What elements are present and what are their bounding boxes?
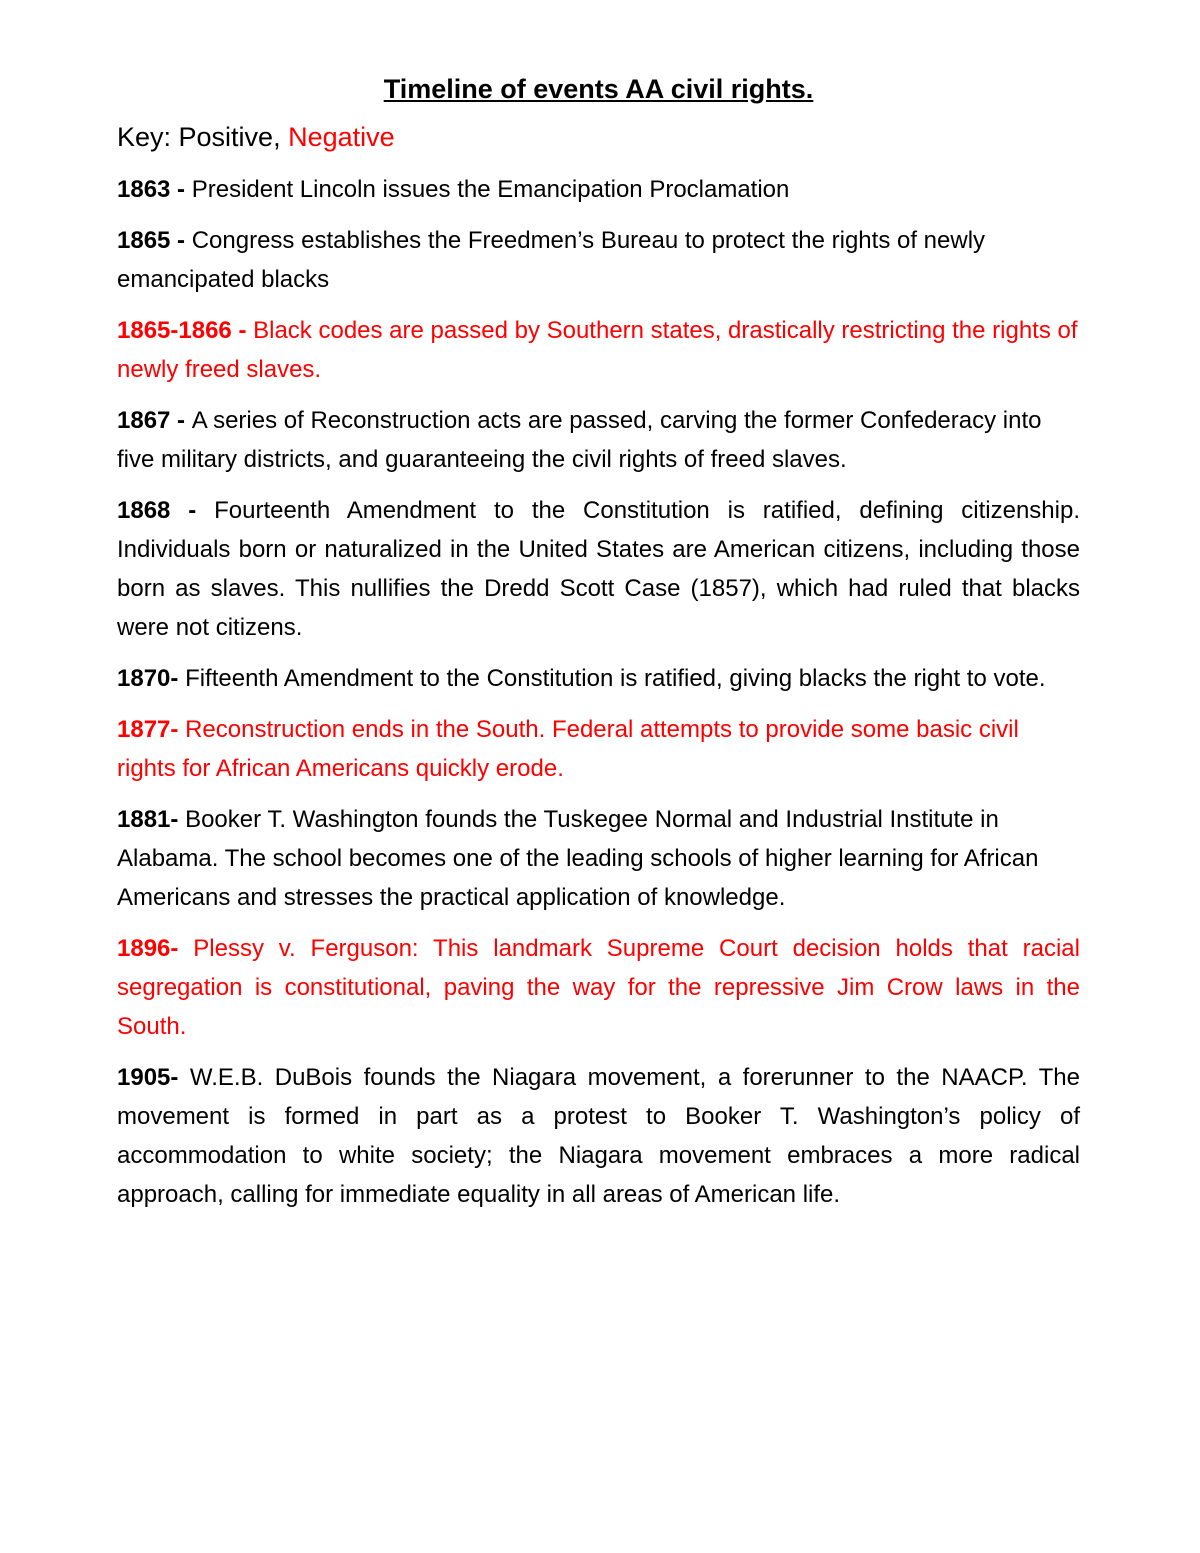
entry-text: Booker T. Washington founds the Tuskegee Normal and Industrial Institute in Alabama. The school becomes one of the leading schools of higher learning for African Americans and stresses the practical application of knowledge.	[117, 806, 1039, 911]
entry-text: Fifteenth Amendment to the Constitution is ratified, giving blacks the right to vote.	[185, 665, 1046, 692]
entry-year: 1877	[117, 716, 171, 743]
entry-text: Reconstruction ends in the South. Federal attempts to provide some basic civil rights for African Americans quickly erode.	[117, 716, 1019, 782]
timeline-entry-1881	[117, 800, 1080, 917]
entry-separator: -	[170, 497, 215, 524]
entry-separator: -	[231, 317, 254, 344]
timeline-entry-1867	[117, 401, 1080, 479]
color-key	[117, 118, 1080, 156]
entry-separator: -	[170, 407, 192, 434]
entry-separator: -	[170, 806, 186, 833]
entry-text: President Lincoln issues the Emancipation Proclamation	[191, 176, 790, 203]
entry-year: 1870	[117, 665, 171, 692]
key-negative: Negative	[288, 122, 395, 152]
timeline-entry-1877	[117, 710, 1080, 788]
entry-year: 1868	[117, 497, 171, 524]
entry-year: 1863	[117, 176, 171, 203]
entry-separator: -	[170, 665, 186, 692]
document-page	[117, 70, 1080, 1226]
timeline-entry-1865	[117, 221, 1080, 299]
document-title: Timeline of events AA civil rights.	[383, 74, 814, 104]
key-label: Key:	[117, 122, 179, 152]
entry-year: 1867	[117, 407, 171, 434]
entry-year: 1881	[117, 806, 171, 833]
entry-text: W.E.B. DuBois founds the Niagara movement, a forerunner to the NAACP. The movement is formed in part as a protest to Booker T. Washington’s policy of accommodation to white society; the Niagara movement embraces a more radical approach, calling for immediate equality in all areas of American life.	[117, 1064, 1080, 1208]
entry-year: 1905	[117, 1064, 171, 1091]
entry-separator: -	[170, 1064, 190, 1091]
timeline-entry-1865-1866	[117, 311, 1080, 389]
timeline-entry-1896	[117, 929, 1080, 1046]
timeline-entry-1905	[117, 1058, 1080, 1214]
key-positive: Positive,	[178, 122, 281, 152]
entry-year: 1865-1866	[117, 317, 232, 344]
timeline-entry-1863	[117, 170, 1080, 209]
entry-text: Plessy v. Ferguson: This landmark Supreme Court decision holds that racial segregation is constitutional, paving the way for the repressive Jim Crow laws in the South.	[117, 935, 1080, 1040]
entry-separator: -	[170, 716, 186, 743]
entry-text: Congress establishes the Freedmen’s Bureau to protect the rights of newly emancipated blacks	[117, 227, 986, 293]
timeline-entry-1868	[117, 491, 1080, 647]
entry-text: Fourteenth Amendment to the Constitution is ratified, defining citizenship. Individuals born or naturalized in the United States are American citizens, including those born as slaves. This nullifies the Dredd Scott Case (1857), which had ruled that blacks were not citizens.	[117, 497, 1081, 641]
entry-text: Black codes are passed by Southern states, drastically restricting the rights of newly freed slaves.	[117, 317, 1078, 383]
entry-year: 1865	[117, 227, 171, 254]
entry-text: A series of Reconstruction acts are passed, carving the former Confederacy into five military districts, and guaranteeing the civil rights of freed slaves.	[117, 407, 1042, 473]
timeline-entry-1870	[117, 659, 1080, 698]
entry-separator: -	[170, 227, 192, 254]
entry-separator: -	[170, 935, 194, 962]
entry-separator: -	[170, 176, 192, 203]
entry-year: 1896	[117, 935, 171, 962]
